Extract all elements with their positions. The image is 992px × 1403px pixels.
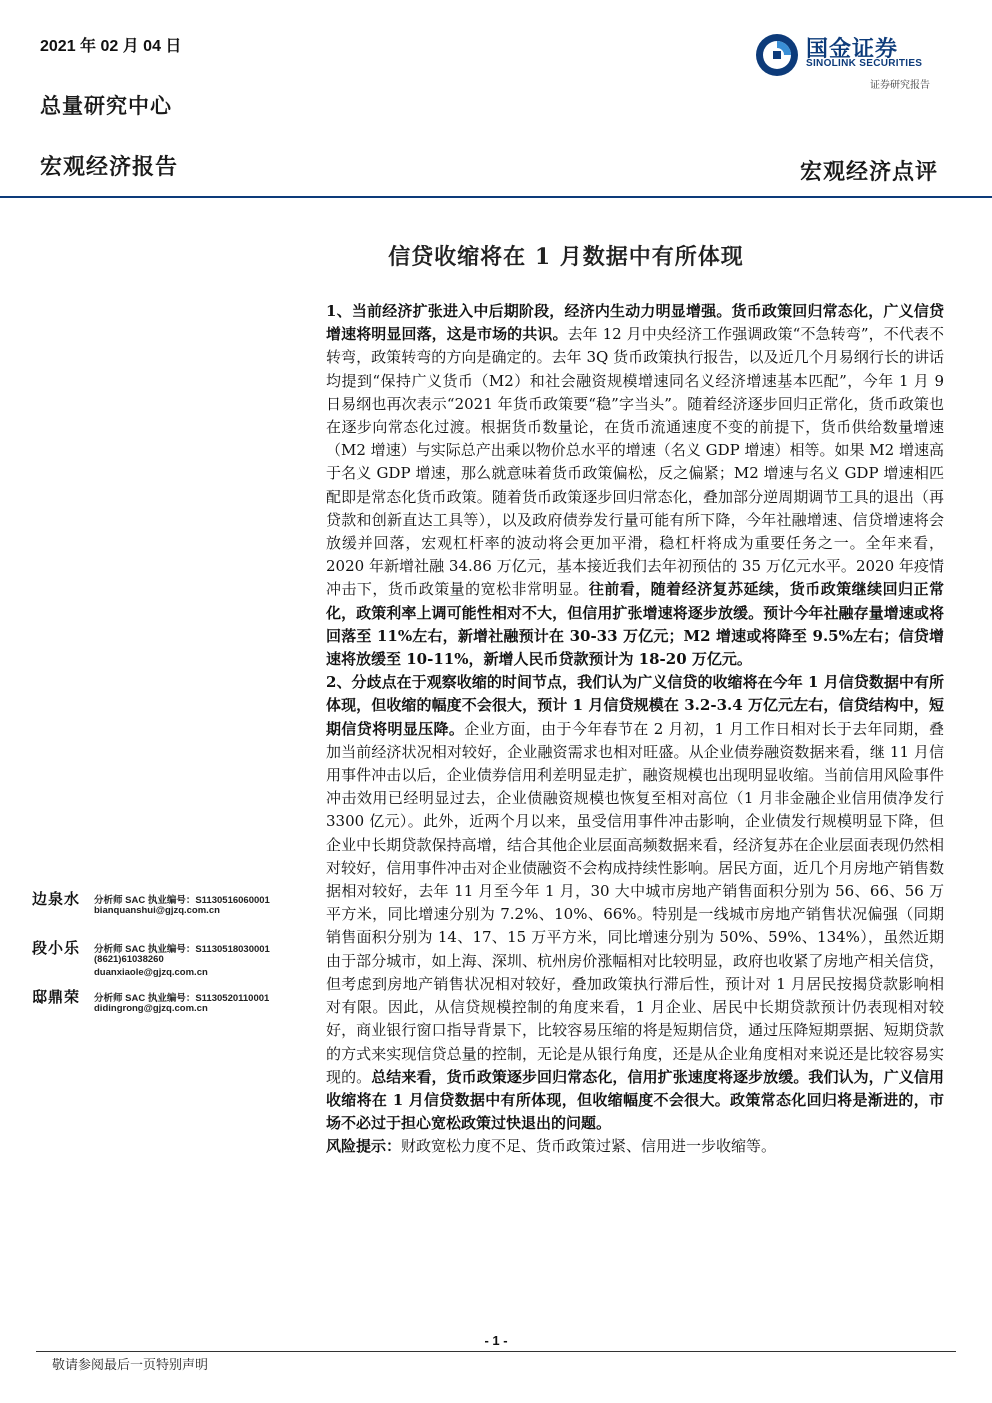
p1-lead-bold: 1、当前经济扩张进入中后期阶段，经济内生动力明显增强。货币政策回归常态化，广义信贷增速将明显回落，这是市场的共识。 [326, 302, 944, 344]
analyst-email[interactable]: duanxiaole@gjzq.com.cn [94, 967, 208, 978]
research-center-name: 总量研究中心 [40, 93, 172, 118]
footer-divider [36, 1351, 956, 1352]
report-type: 宏观经济报告 [40, 154, 179, 180]
risk-text: 财政宽松力度不足、货币政策过紧、信用进一步收缩等。 [401, 1137, 777, 1156]
logo-text-cn: 国金证券 [806, 37, 899, 62]
analyst-sac-id: 分析师 SAC 执业编号：S1130518030001 [94, 944, 270, 955]
footer-disclaimer-note: 敬请参阅最后一页特别声明 [52, 1358, 209, 1373]
paragraph-2 [326, 671, 944, 1135]
analyst-name: 段小乐 [32, 939, 81, 957]
risk-warning [326, 1135, 944, 1158]
risk-label: 风险提示： [326, 1137, 402, 1156]
paragraph-1 [326, 300, 944, 671]
analyst-entry [32, 888, 322, 937]
sinolink-logo-icon [754, 32, 800, 78]
report-date: 2021 年 02 月 04 日 [40, 38, 182, 55]
analyst-email[interactable]: didingrong@gjzq.com.cn [94, 1003, 208, 1014]
p1-outlook-bold: 往前看，随着经济复苏延续，货币政策继续回归正常化，政策利率上调可能性相对不大，但信用扩张增速将逐步放缓。预计今年社融存量增速或将回落至 11%左右，新增社融预计在 30-33 万亿元；M2 增速或将降至 9.5%左右；信贷增速将放缓至 10-11%，新增人民币贷款预计为 18-20 万亿元。 [326, 580, 944, 669]
report-body [326, 300, 944, 1159]
analyst-entry [32, 937, 322, 986]
analyst-email[interactable]: bianquanshui@gjzq.com.cn [94, 905, 220, 916]
logo-subtitle: 证券研究报告 [870, 80, 930, 91]
analyst-list [32, 888, 322, 1035]
analyst-name: 邸鼎荣 [32, 988, 81, 1006]
analyst-sac-id: 分析师 SAC 执业编号：S1130520110001 [94, 993, 270, 1004]
p2-summary-bold: 总结来看，货币政策逐步回归常态化，信用扩张速度将逐步放缓。我们认为，广义信用收缩将在 1 月信贷数据中有所体现，但收缩幅度不会很大。政策常态化回归将是渐进的，市场不必过于担心宽松政策过快退出的问题。 [326, 1067, 944, 1133]
analyst-sac-id: 分析师 SAC 执业编号：S1130516060001 [94, 895, 270, 906]
report-title: 信贷收缩将在 1 月数据中有所体现 [388, 244, 744, 270]
analyst-name: 边泉水 [32, 890, 81, 908]
analyst-entry [32, 986, 322, 1035]
report-subtype: 宏观经济点评 [799, 159, 938, 185]
analyst-phone: (8621)61038260 [94, 954, 164, 965]
header-divider [0, 196, 992, 198]
logo-text-en: SINOLINK SECURITIES [806, 58, 923, 69]
p2-text: 企业方面，由于今年春节在 2 月初，1 月工作日相对长于去年同期，叠加当前经济状况相对较好，企业融资需求也相对旺盛。从企业债券融资数据来看，继 11 月信用事件冲击以后，企业债券信用利差明显走扩，融资规模也出现明显收缩。当前信用风险事件冲击效用已经明显过去，企业债融资规模也恢复至相对高位（1 月非金融企业信用债净发行 3300 亿元）。此外，近两个月以来，虽受信用事件冲击影响，企业债发行规模明显下降，但企业中长期贷款保持高增，结合其他企业层面高频数据来看，经济复苏在企业层面表现仍然相对较好，信用事件冲击对企业债融资不会构成持续性影响。居民方面，近几个月房地产销售数据相对较好，去年 11 月至今年 1 月，30 大中城市房地产销售面积分别为 56、66、56 万平方米，同比增速分别为 7.2%、10%、66%。特别是一线城市房地产销售状况偏强（同期销售面积分别为 14、17、15 万平方米，同比增速分别为 50%、59%、134%），虽然近期由于部分城市，如上海、深圳、杭州房价涨幅相对比较明显，政府也收紧了房地产相关信贷，但考虑到房地产销售状况相对较好，叠加政策执行滞后性，预计对 1 月居民按揭贷款影响相对有限。因此，从信贷规模控制的角度来看，1 月企业、居民中长期贷款预计仍表现相对较好，商业银行窗口指导背景下，比较容易压缩的将是短期信贷，通过压降短期票据、短期贷款的方式来实现信贷总量的控制，无论是从银行角度，还是从企业角度相对来说还是比较容易实现的。 [326, 719, 944, 1086]
p1-text: 去年 12 月中央经济工作强调政策“不急转弯”，不代表不转弯，政策转弯的方向是确定的。去年 3Q 货币政策执行报告，以及近几个月易纲行长的讲话均提到“保持广义货币（M2）和社会融资规模增速同名义经济增速基本匹配”，今年 1 月 9 日易纲也再次表示“2021 年货币政策要“稳”字当头”。随着经济逐步回归正常化，货币政策也在逐步向常态化过渡。根据货币数量论，在货币流通速度不变的前提下，货币供给数量增速（M2 增速）与实际总产出乘以物价总水平的增速（名义 GDP 增速）相等。如果 M2 增速高于名义 GDP 增速，那么就意味着货币政策偏松，反之偏紧；M2 增速与名义 GDP 增速相匹配即是常态化货币政策。随着货币政策逐步回归常态化，叠加部分逆周期调节工具的退出（再贷款和创新直达工具等），以及政府债券发行量可能有所下降，今年社融增速、信贷增速将会放缓并回落，宏观杠杆率的波动将会更加平滑，稳杠杆将成为重要任务之一。全年来看，2020 年新增社融 34.86 万亿元，基本接近我们去年初预估的 35 万亿元水平。2020 年疫情冲击下，货币政策量的宽松非常明显。 [326, 325, 944, 599]
p2-lead-bold: 2、分歧点在于观察收缩的时间节点，我们认为广义信贷的收缩将在今年 1 月信贷数据中有所体现，但收缩的幅度不会很大，预计 1 月信贷规模在 3.2-3.4 万亿元左右，信贷结构中，短期信贷将明显压降。 [326, 673, 944, 738]
page-number: - 1 - [484, 1333, 508, 1348]
